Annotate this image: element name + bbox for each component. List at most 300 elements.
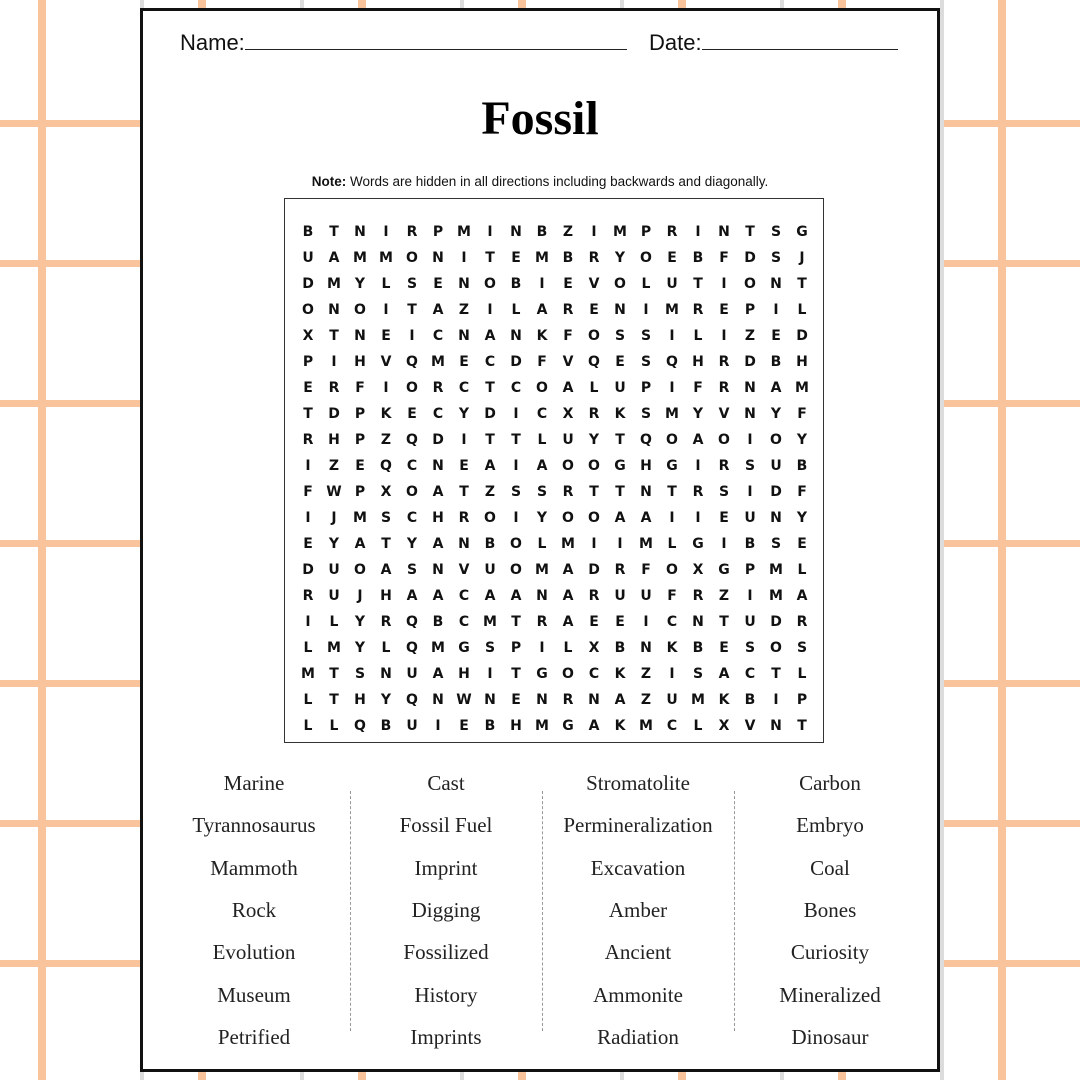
grid-letter: O [770,640,782,656]
grid-letter: F [641,562,651,578]
grid-letter: O [640,250,652,266]
grid-letter: Y [328,536,340,552]
grid-letter: B [302,224,314,240]
grid-letter: M [327,276,341,292]
grid-letter: I [695,510,701,526]
grid-letter: Z [458,302,470,318]
grid-letter: L [797,562,807,578]
grid-letter: N [354,224,366,240]
grid-row [295,245,815,271]
grid-letter: O [484,276,496,292]
grid-letter: C [666,718,678,734]
grid-letter: Z [328,458,340,474]
grid-letter: O [562,458,574,474]
grid-letter: A [380,562,392,578]
grid-letter: A [484,328,496,344]
grid-letter: S [406,562,418,578]
grid-letter: S [744,640,756,656]
grid-letter: L [329,614,339,630]
grid-letter: H [354,692,366,708]
grid-letter: G [666,458,678,474]
grid-letter: N [770,510,782,526]
grid-letter: R [536,614,548,630]
grid-letter: O [562,666,574,682]
grid-letter: A [536,302,548,318]
name-label: Name: [180,30,245,55]
name-line [245,29,627,50]
grid-letter: T [797,718,807,734]
grid-letter: Z [640,666,652,682]
grid-letter: I [695,458,701,474]
grid-letter: L [303,640,313,656]
grid-letter: T [511,614,521,630]
grid-letter: K [536,328,548,344]
grid-letter: B [432,614,444,630]
grid-letter: N [380,666,392,682]
grid-letter: I [305,614,311,630]
grid-letter: R [406,224,418,240]
grid-letter: A [562,562,574,578]
grid-letter: H [640,458,652,474]
word-item: Museum [217,982,291,1007]
grid-letter: A [510,588,522,604]
grid-letter: S [640,328,652,344]
grid-letter: Y [354,614,366,630]
grid-letter: F [537,354,547,370]
grid-letter: D [432,432,444,448]
grid-letter: F [693,380,703,396]
grid-letter: P [432,224,444,240]
grid-letter: R [588,588,600,604]
grid-letter: M [431,640,445,656]
grid-letter: A [432,484,444,500]
grid-row [295,635,815,661]
grid-letter: K [614,406,626,422]
grid-letter: A [484,588,496,604]
grid-letter: I [513,406,519,422]
grid-letter: M [535,562,549,578]
grid-letter: R [718,380,730,396]
grid-letter: O [718,432,730,448]
grid-letter: I [643,302,649,318]
grid-letter: Q [354,718,366,734]
grid-letter: T [381,536,391,552]
grid-letter: S [354,666,366,682]
grid-letter: M [353,510,367,526]
grid-letter: E [511,692,521,708]
grid-letter: S [718,484,730,500]
grid-letter: E [719,510,729,526]
grid-letter: X [562,406,574,422]
grid-letter: L [537,432,547,448]
grid-row [295,219,815,245]
grid-letter: M [769,588,783,604]
grid-letter: S [796,640,808,656]
grid-letter: A [328,250,340,266]
grid-letter: M [665,406,679,422]
grid-letter: I [331,354,337,370]
grid-letter: Y [458,406,470,422]
grid-letter: I [383,380,389,396]
grid-letter: Y [536,510,548,526]
grid-letter: T [329,224,339,240]
grid-letter: C [458,614,470,630]
grid-letter: C [406,510,418,526]
grid-row [295,687,815,713]
grid-letter: E [303,380,313,396]
grid-letter: M [353,250,367,266]
grid-letter: E [459,458,469,474]
word-item: Stromatolite [586,771,690,795]
grid-letter: V [744,718,756,734]
grid-letter: D [302,276,314,292]
grid-letter: G [796,224,808,240]
grid-letter: C [536,406,548,422]
grid-letter: K [614,718,626,734]
grid-letter: I [487,302,493,318]
grid-letter: E [719,302,729,318]
grid-letter: K [380,406,392,422]
grid-letter: U [744,510,756,526]
grid-letter: F [667,588,677,604]
grid-letter: B [770,354,782,370]
grid-letter: P [510,640,522,656]
grid-row [295,375,815,401]
grid-letter: O [588,328,600,344]
grid-letter: E [459,718,469,734]
grid-letter: V [380,354,392,370]
grid-letter: E [719,640,729,656]
grid-letter: C [744,666,756,682]
grid-letter: O [510,536,522,552]
grid-letter: N [770,276,782,292]
grid-letter: I [721,276,727,292]
grid-letter: N [640,640,652,656]
grid-letter: F [719,250,729,266]
grid-letter: N [770,718,782,734]
grid-letter: Z [380,432,392,448]
grid-letter: J [799,250,805,266]
grid-letter: N [484,692,496,708]
grid-letter: G [458,640,470,656]
grid-letter: O [666,432,678,448]
word-item: Tyrannosaurus [192,813,316,838]
grid-letter: T [459,484,469,500]
grid-letter: E [355,458,365,474]
instruction-note [143,174,937,189]
word-item: Carbon [799,771,861,795]
grid-letter: R [328,380,340,396]
grid-row [295,531,815,557]
grid-letter: V [718,406,730,422]
word-item: Imprint [414,855,478,880]
grid-letter: U [744,614,756,630]
grid-letter: S [640,406,652,422]
word-item: Radiation [597,1024,679,1049]
grid-letter: I [773,302,779,318]
grid-letter: Z [640,692,652,708]
grid-row [295,401,815,427]
grid-letter: I [383,302,389,318]
grid-letter: M [561,536,575,552]
grid-letter: R [562,302,574,318]
grid-letter: T [771,666,781,682]
grid-letter: C [458,588,470,604]
grid-letter: F [355,380,365,396]
grid-letter: U [328,562,340,578]
grid-letter: F [303,484,313,500]
grid-letter: S [744,458,756,474]
grid-row [295,583,815,609]
grid-letter: Y [354,276,366,292]
grid-letter: B [562,250,574,266]
grid-letter: Q [406,614,418,630]
grid-letter: L [329,718,339,734]
grid-letter: U [406,666,418,682]
grid-letter: P [354,432,366,448]
grid-letter: N [458,536,470,552]
grid-letter: X [718,718,730,734]
grid-letter: W [456,692,472,708]
word-item: Fossil Fuel [399,813,493,838]
grid-letter: O [770,432,782,448]
grid-letter: N [744,406,756,422]
grid-letter: L [303,718,313,734]
grid-letter: B [744,536,756,552]
grid-letter: I [695,224,701,240]
grid-letter: I [305,510,311,526]
grid-letter: O [666,562,678,578]
grid-letter: I [721,536,727,552]
grid-letter: A [536,458,548,474]
grid-letter: P [302,354,314,370]
grid-letter: E [459,354,469,370]
grid-letter: P [744,562,756,578]
grid-letter: I [747,432,753,448]
grid-letter: N [458,276,470,292]
grid-letter: L [381,276,391,292]
grid-letter: G [718,562,730,578]
grid-letter: S [510,484,522,500]
grid-letter: E [433,276,443,292]
grid-letter: U [562,432,574,448]
grid-letter: J [331,510,337,526]
date-label: Date: [649,30,702,55]
grid-letter: D [484,406,496,422]
word-item: Digging [411,897,481,922]
grid-letter: S [770,250,782,266]
grid-letter: I [747,588,753,604]
grid-letter: X [692,562,704,578]
grid-letter: I [305,458,311,474]
grid-letter: P [354,484,366,500]
grid-letter: T [511,666,521,682]
grid-row [295,453,815,479]
grid-letter: O [406,484,418,500]
grid-letter: M [665,302,679,318]
grid-letter: N [354,328,366,344]
grid-row [295,713,815,739]
grid-letter: L [797,666,807,682]
grid-letter: Y [796,510,808,526]
name-field [180,29,627,56]
word-item: Curiosity [790,940,870,965]
grid-letter: M [639,718,653,734]
grid-letter: V [458,562,470,578]
grid-letter: T [693,276,703,292]
grid-letter: A [718,666,730,682]
grid-letter: A [614,510,626,526]
grid-letter: S [614,328,626,344]
grid-letter: X [380,484,392,500]
grid-letter: I [617,536,623,552]
grid-letter: E [407,406,417,422]
grid-letter: E [381,328,391,344]
grid-letter: T [615,484,625,500]
grid-letter: T [797,276,807,292]
grid-letter: S [770,224,782,240]
grid-letter: L [641,276,651,292]
grid-letter: C [432,406,444,422]
grid-letter: S [536,484,548,500]
grid-letter: R [796,614,808,630]
grid-letter: M [431,354,445,370]
grid-letter: A [484,458,496,474]
grid-row [295,349,815,375]
grid-letter: D [770,484,782,500]
grid-letter: O [354,562,366,578]
grid-letter: Y [380,692,392,708]
grid-letter: F [797,484,807,500]
grid-row [295,323,815,349]
grid-letter: O [588,458,600,474]
grid-letter: E [615,614,625,630]
grid-letter: M [769,562,783,578]
word-item: History [414,982,478,1007]
grid-letter: T [745,224,755,240]
grid-letter: T [589,484,599,500]
grid-letter: O [562,510,574,526]
grid-letter: E [797,536,807,552]
grid-letter: I [513,458,519,474]
grid-letter: S [484,640,496,656]
grid-letter: R [302,588,314,604]
grid-letter: N [510,328,522,344]
grid-letter: A [562,380,574,396]
grid-letter: M [613,224,627,240]
grid-letter: N [432,458,444,474]
grid-letter: T [329,692,339,708]
grid-letter: I [539,640,545,656]
word-search-grid [284,198,824,743]
grid-letter: I [669,666,675,682]
grid-letter: R [380,614,392,630]
grid-letter: H [328,432,340,448]
grid-letter: U [406,718,418,734]
grid-row [295,271,815,297]
grid-letter: R [588,250,600,266]
word-item: Evolution [212,940,296,965]
grid-letter: C [484,354,496,370]
grid-letter: L [537,536,547,552]
grid-letter: R [666,224,678,240]
grid-letter: C [458,380,470,396]
grid-letter: D [302,562,314,578]
grid-letter: S [406,276,418,292]
grid-letter: L [693,328,703,344]
grid-letter: U [666,692,678,708]
grid-letter: S [692,666,704,682]
grid-letter: I [461,250,467,266]
grid-letter: N [692,614,704,630]
grid-letter: O [484,510,496,526]
grid-letter: I [773,692,779,708]
page-title: Fossil [481,92,599,145]
grid-letter: D [588,562,600,578]
grid-letter: L [693,718,703,734]
grid-letter: A [432,588,444,604]
grid-letter: R [614,562,626,578]
grid-letter: I [643,614,649,630]
grid-letter: Y [770,406,782,422]
grid-letter: M [379,250,393,266]
grid-letter: N [744,380,756,396]
grid-letter: U [614,588,626,604]
grid-letter: Z [718,588,730,604]
grid-letter: Z [744,328,756,344]
word-item: Ammonite [593,982,683,1007]
grid-letter: C [432,328,444,344]
grid-row [295,479,815,505]
grid-letter: Y [354,640,366,656]
grid-letter: A [640,510,652,526]
grid-letter: U [484,562,496,578]
grid-letter: N [536,588,548,604]
grid-letter: R [692,302,704,318]
grid-letter: B [614,640,626,656]
grid-letter: A [562,588,574,604]
grid-letter: L [589,380,599,396]
grid-letter: S [640,354,652,370]
grid-letter: T [329,328,339,344]
grid-row [295,661,815,687]
grid-letter: A [588,718,600,734]
grid-letter: B [484,536,496,552]
grid-letter: H [510,718,522,734]
grid-letter: C [588,666,600,682]
grid-letter: T [485,250,495,266]
grid-row [295,427,815,453]
grid-letter: C [510,380,522,396]
grid-letter: A [614,692,626,708]
grid-letter: U [614,380,626,396]
grid-letter: L [511,302,521,318]
word-item: Ancient [604,940,672,965]
grid-letter: V [562,354,574,370]
grid-letter: N [432,250,444,266]
grid-letter: O [588,510,600,526]
grid-letter: I [409,328,415,344]
grid-letter: T [485,432,495,448]
grid-letter: I [383,224,389,240]
grid-letter: B [744,692,756,708]
grid-letter: A [406,588,418,604]
grid-letter: D [744,250,756,266]
grid-letter: E [667,250,677,266]
grid-letter: I [461,432,467,448]
grid-letter: R [692,484,704,500]
word-item: Excavation [590,855,686,880]
